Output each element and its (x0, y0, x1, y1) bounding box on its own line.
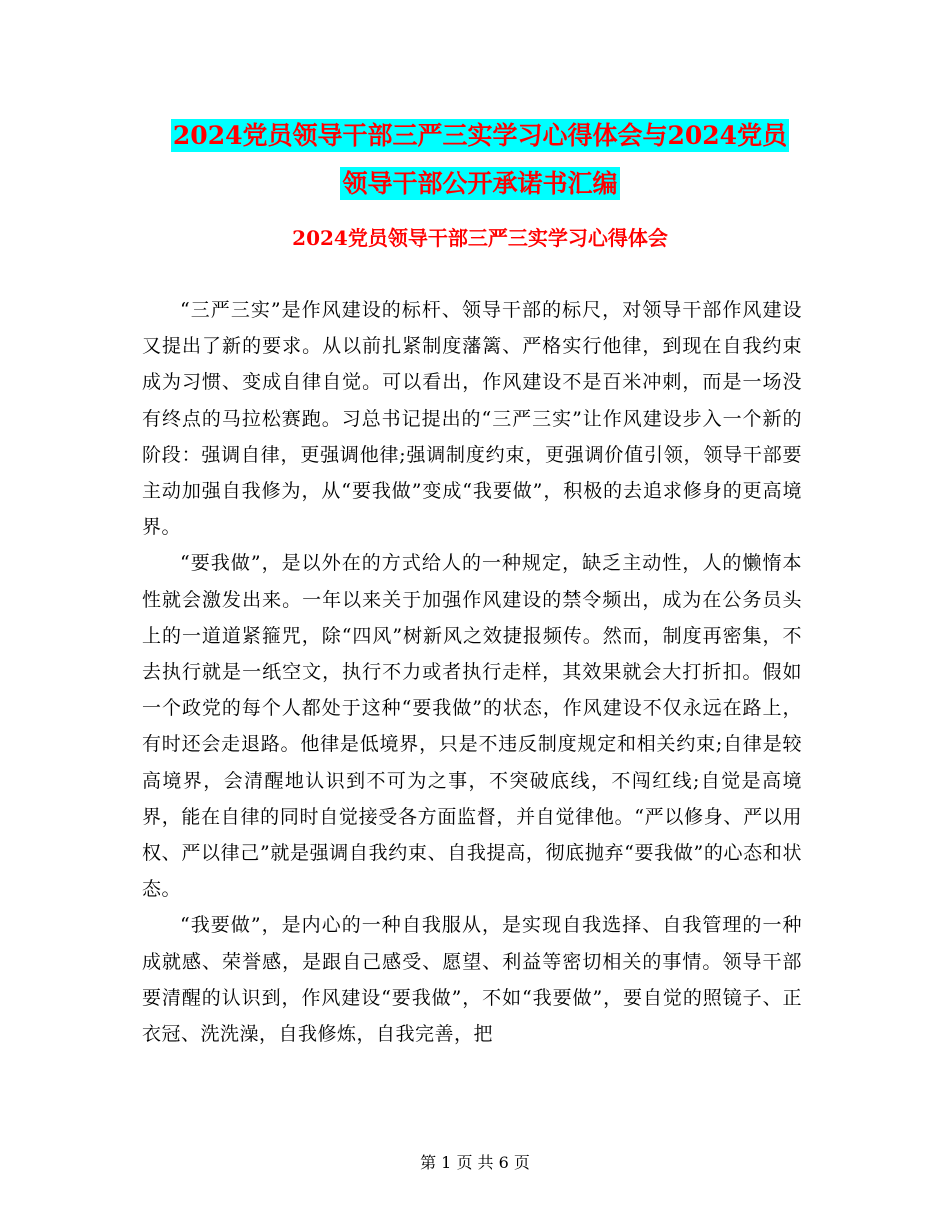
document-title (140, 112, 820, 208)
title-line-2: 领导干部公开承诺书汇编 (342, 169, 618, 198)
paragraph-1: “三严三实”是作风建设的标杆、领导干部的标尺，对领导干部作风建设又提出了新的要求。从以前扎紧制度藩篱、严格实行他律，到现在自我约束成为习惯、变成自律自觉。可以看出，作风建设不是百米冲刺，而是一场没有终点的马拉松赛跑。习总书记提出的“三严三实”让作风建设步入一个新的阶段：强调自律，更强调他律;强调制度约束，更强调价值引领，领导干部要主动加强自我修为，从“要我做”变成“我要做”，积极的去追求修身的更高境界。 (142, 299, 802, 539)
paragraph-2: “要我做”，是以外在的方式给人的一种规定，缺乏主动性，人的懒惰本性就会激发出来。一年以来关于加强作风建设的禁令频出，成为在公务员头上的一道道紧箍咒，除“四风”树新风之效捷报频传。然而，制度再密集，不去执行就是一纸空文，执行不力或者执行走样，其效果就会大打折扣。假如一个政党的每个人都处于这种“要我做”的状态，作风建设不仅永远在路上，有时还会走退路。他律是低境界，只是不违反制度规定和相关约束;自律是较高境界，会清醒地认识到不可为之事，不突破底线，不闯红线;自觉是高境界，能在自律的同时自觉接受各方面监督，并自觉律他。“严以修身、严以用权、严以律己”就是强调自我约束、自我提高，彻底抛弃“要我做”的心态和状态。 (142, 552, 802, 901)
section-heading: 2024党员领导干部三严三实学习心得体会 (292, 226, 668, 250)
page-number-footer: 第 1 页 共 6 页 (420, 1153, 530, 1172)
body-text (142, 292, 802, 1052)
paragraph-3: “我要做”，是内心的一种自我服从，是实现自我选择、自我管理的一种成就感、荣誉感，是跟自己感受、愿望、利益等密切相关的事情。领导干部要清醒的认识到，作风建设“要我做”，不如“我要做”，要自觉的照镜子、正衣冠、洗洗澡，自我修炼，自我完善，把 (142, 914, 802, 1046)
title-line-1: 2024党员领导干部三严三实学习心得体会与2024党员 (172, 121, 788, 150)
